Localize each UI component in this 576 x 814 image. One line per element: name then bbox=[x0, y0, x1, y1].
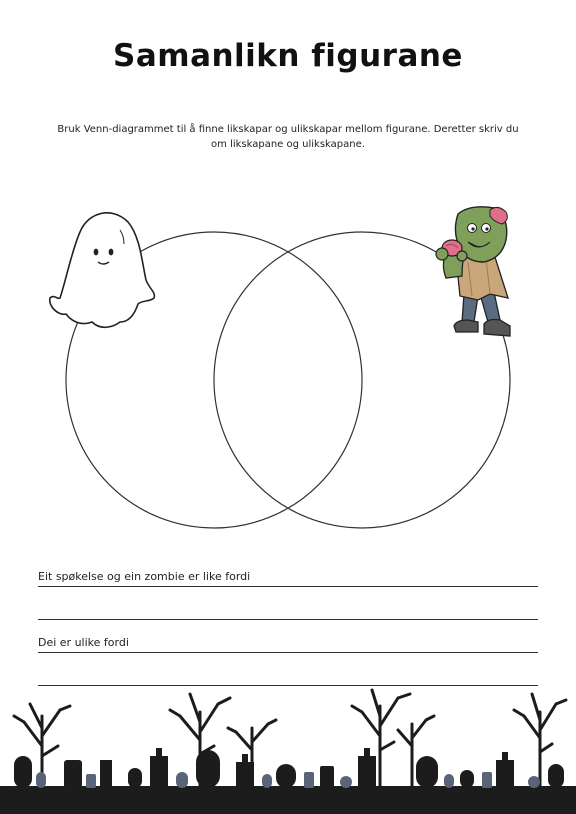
zombie-icon bbox=[436, 207, 510, 336]
writing-line-1[interactable] bbox=[38, 586, 538, 587]
writing-line-2[interactable] bbox=[38, 619, 538, 620]
prompt-alike-label: Eit spøkelse og ein zombie er like fordi bbox=[38, 570, 251, 583]
graveyard-silhouette bbox=[0, 676, 576, 814]
writing-line-3[interactable] bbox=[38, 652, 538, 653]
page-title: Samanlikn figurane bbox=[113, 38, 463, 74]
prompt-different-label: Dei er ulike fordi bbox=[38, 636, 129, 649]
instructions-text: Bruk Venn-diagrammet til å finne likskapar og ulikskapar mellom figurane. Deretter skriv du om likskapane og ulikskapane. bbox=[57, 124, 519, 150]
ghost-icon bbox=[50, 213, 155, 327]
